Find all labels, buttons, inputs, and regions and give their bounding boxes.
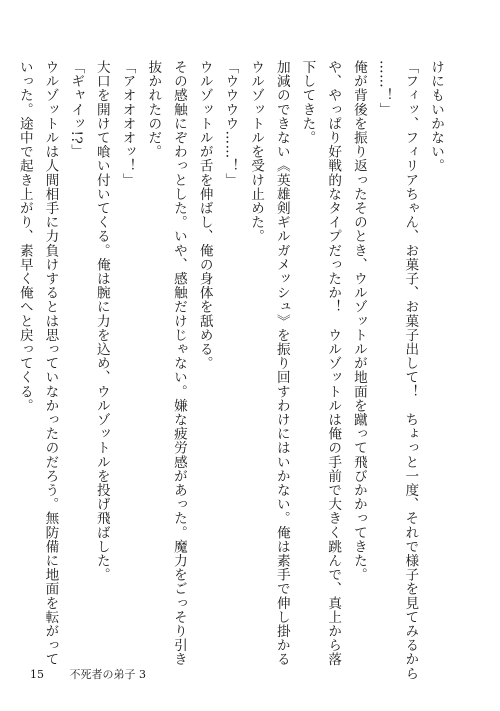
text-line: ウルゾットルは人間相手に力負けするとは思っていなかったのだろう。無防備に地面を転がって [42,60,59,667]
text-line: ウルゾットルが舌を伸ばし、俺の身体を舐める。 [196,60,213,371]
text-line: 「アオオオオッ！」 [119,60,136,187]
page-number: 15 [30,668,44,681]
text-line: 大口を開けて喰い付いてくる。俺は腕に力を込め、ウルゾットルを投げ飛ばした。 [93,60,110,582]
book-title: 不死者の弟子 3 [69,668,146,681]
text-line: ウルゾットルを受け止めた。 [248,60,265,244]
text-line: 俺が背後を振り返ったそのとき、ウルゾットルが地面を蹴って飛びかかってきた。 [350,60,367,582]
text-line: 「ウウウウ……！」 [222,60,239,187]
text-line: 抜かれたのだ。 [145,60,162,159]
text-line: ……！」 [376,60,393,117]
text-line: 「フィッ、フィリアちゃん、お菓子、お菓子出して！ ちょっと一度、それで様子を見てみるから [402,60,419,681]
text-line: いった。途中で起き上がり、素早く俺へと戻ってくる。 [16,60,33,413]
text-line: 加減のできない《英雄剣ギルガメッシュ》を振り回すわけにはいかない。俺は素手で伸し掛かる [273,60,290,667]
text-line: その感触にぞわっとした。いや、感触だけじゃない。嫌な疲労感があった。魔力をごっそり引き [170,60,187,667]
text-line: 下してきた。 [299,60,316,145]
text-line: や、やっぱり好戦的なタイプだったか！ ウルゾットルは俺の手前で大きく跳んで、真上から落 [325,60,342,667]
text-line: けにもいかない。 [428,60,444,173]
page-footer [30,666,146,682]
text-line: 「ギャイッ!?」 [68,60,85,159]
